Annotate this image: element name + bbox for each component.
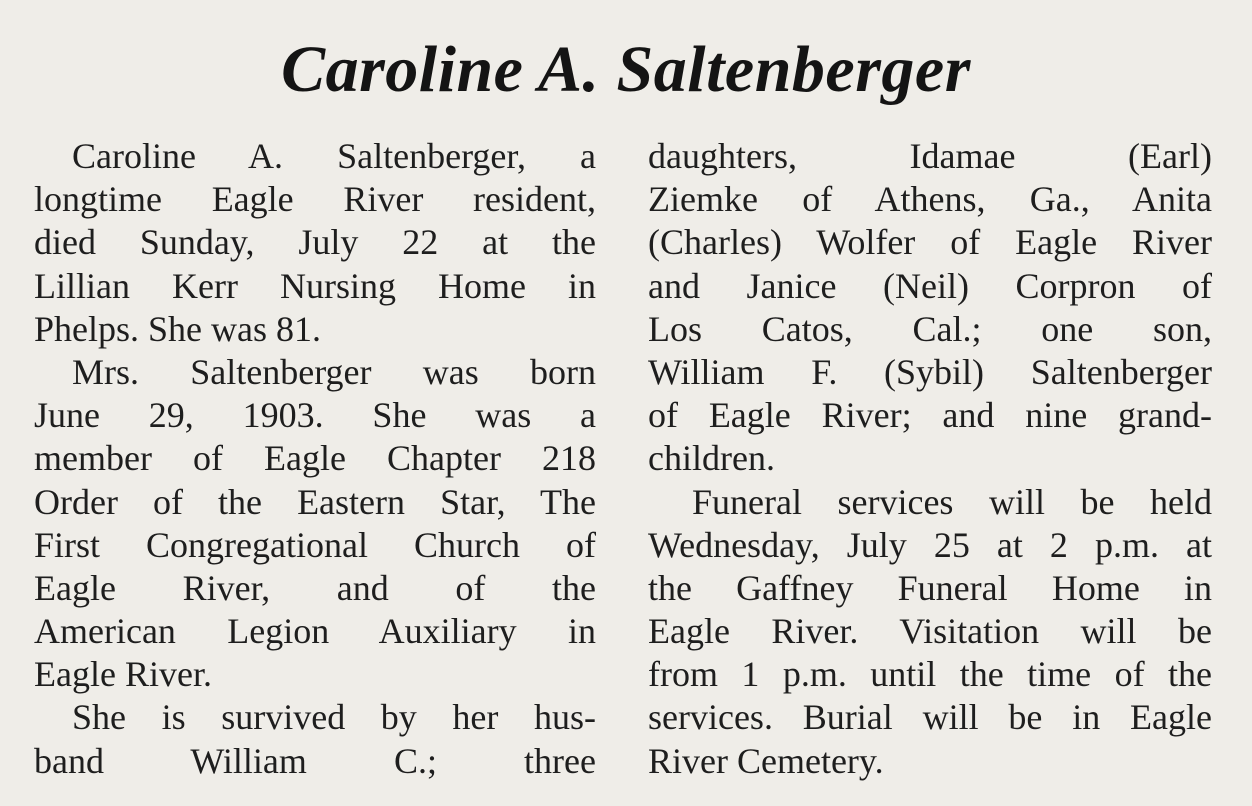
text-line: Mrs. Saltenberger was born [72, 351, 596, 392]
text-line: Order of the Eastern Star, The [34, 481, 596, 522]
text-line: Caroline A. Saltenberger, a [72, 136, 596, 176]
text-line: from 1 p.m. until the time of the [648, 654, 1212, 695]
text-line: and Janice (Neil) Corpron of [648, 265, 1212, 306]
text-line: longtime Eagle River resident, [34, 179, 596, 220]
text-line: Phelps. She was 81. [34, 308, 321, 349]
text-line: Ziemke of Athens, Ga., Anita [648, 179, 1212, 220]
text-line: Los Catos, Cal.; one son, [648, 308, 1212, 349]
text-line: Eagle River, and of the [34, 567, 596, 608]
text-line: (Charles) Wolfer of Eagle River [648, 222, 1212, 263]
text-line: children. [648, 438, 775, 479]
text-line: services. Burial will be in Eagle [648, 697, 1212, 738]
text-line: River Cemetery. [648, 740, 884, 781]
text-line: member of Eagle Chapter 218 [34, 438, 596, 479]
text-line: band William C.; three [34, 740, 596, 781]
text-line: American Legion Auxiliary in [34, 611, 596, 652]
text-line: the Gaffney Funeral Home in [648, 567, 1212, 608]
text-line: William F. (Sybil) Saltenberger [648, 351, 1212, 392]
text-line: June 29, 1903. She was a [34, 395, 596, 436]
obituary-headline: Caroline A. Saltenberger [281, 33, 971, 106]
text-line: of Eagle River; and nine grand- [648, 395, 1212, 436]
right-column [648, 135, 1212, 783]
text-line: Eagle River. Visitation will be [648, 611, 1212, 652]
text-line: First Congregational Church of [34, 524, 596, 565]
text-line: Eagle River. [34, 654, 212, 695]
text-line: Lillian Kerr Nursing Home in [34, 265, 596, 306]
text-line: Funeral services will be held [692, 481, 1212, 522]
text-line: died Sunday, July 22 at the [34, 222, 596, 263]
text-line: She is survived by her hus- [72, 697, 596, 738]
left-column [34, 135, 596, 783]
text-line: Wednesday, July 25 at 2 p.m. at [648, 524, 1212, 565]
text-line: daughters, Idamae (Earl) [648, 136, 1212, 176]
